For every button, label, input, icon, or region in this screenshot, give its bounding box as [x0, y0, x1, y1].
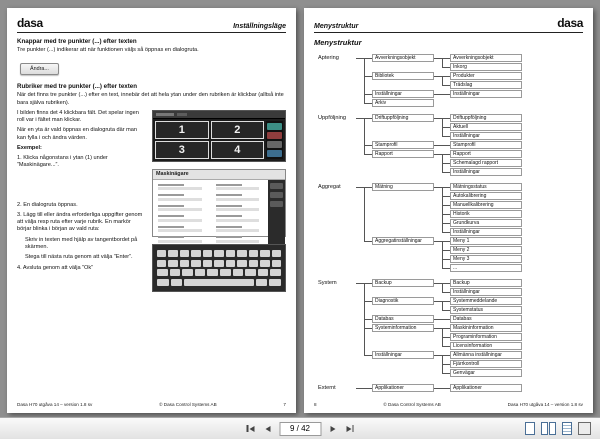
menu-4-sub-0-item-0: Applikationer: [450, 384, 522, 392]
tree-connector: [356, 54, 364, 59]
last-page-button[interactable]: [344, 423, 356, 434]
dasa-logo: dasa: [17, 16, 43, 30]
menu-3-sub-1: Diagnostik: [372, 297, 434, 305]
footer-copyright: © Dasa Control Systems AB: [159, 402, 217, 407]
tree-children: [364, 183, 522, 272]
example-step: Skriv in texten med hjälp av tangentbordet på skärmen.: [25, 236, 138, 250]
menu-2-sub-1: Aggregatinställningar: [372, 237, 434, 245]
tree-row: [442, 132, 522, 140]
previous-page-icon: [265, 426, 270, 432]
menu-2-sub-0-item-0: Mätningsstatus: [450, 183, 522, 191]
tree-row: [442, 81, 522, 89]
menu-3-sub-1-item-0: Systemmeddelande: [450, 297, 522, 305]
first-page-icon: [247, 425, 249, 432]
tree-children: [442, 141, 522, 149]
menu-2-sub-0-item-2: Manuellkalibrering: [450, 201, 522, 209]
tree-row: [442, 255, 522, 263]
keyboard-key: [170, 269, 181, 276]
last-page-icon: [352, 425, 354, 432]
menu-1-sub-2: Rapport: [372, 150, 434, 158]
figure-sidebar: [268, 180, 285, 247]
tree-connector: [434, 351, 442, 356]
tree-connector: [356, 114, 364, 119]
menu-3-sub-1-item-1: Systemstatus: [450, 306, 522, 314]
menu-3-sub-3: Systeminformation: [372, 324, 434, 332]
tree-row: [442, 183, 522, 191]
sidebar-button: [267, 150, 282, 157]
last-page-icon: [346, 426, 351, 432]
keyboard-row: [157, 269, 281, 276]
page-header-title: Menystruktur: [314, 23, 359, 30]
tree-row: [442, 228, 522, 236]
footer-version: Dasa H70 utgåva 14 – version 1.8 sv: [507, 402, 583, 407]
keyboard-key: [191, 260, 200, 267]
tree-children: [442, 297, 522, 314]
menu-3-sub-3-item-0: Maskininformation: [450, 324, 522, 332]
tree-children: [442, 114, 522, 140]
facing-pages-view-icon[interactable]: [541, 422, 556, 435]
menu-3-sub-4-item-2: Genvägar: [450, 369, 522, 377]
clickable-area-4: 4: [211, 141, 265, 159]
example-step: 2. En dialogruta öppnas.: [17, 201, 78, 208]
footer-page-number: 7: [283, 402, 286, 407]
tree-children: [364, 114, 522, 176]
tree-row: [442, 123, 522, 131]
tree-connector: [434, 141, 442, 146]
menu-3-sub-3-item-1: Programinformation: [450, 333, 522, 341]
menu-0-sub-1-group: [372, 72, 522, 89]
dialog-field-row: [158, 215, 206, 222]
dialog-field-row: [216, 194, 264, 201]
tree-connector: [434, 324, 442, 329]
menu-0: Aptering: [318, 55, 339, 61]
keyboard-key: [256, 279, 268, 286]
menu-0-sub-0: Avverkningsobjekt: [372, 54, 434, 62]
keyboard-key: [249, 250, 258, 257]
tree-row: [364, 150, 522, 176]
dialog-field-row: [216, 226, 264, 233]
figure-clickable-areas: [152, 110, 286, 162]
first-page-button[interactable]: [245, 423, 257, 434]
sidebar-button: [270, 192, 283, 198]
tree-row: [442, 297, 522, 305]
example-step: 4. Avsluta genom att välja ”Ok”: [17, 264, 94, 271]
menu-0-group: [316, 54, 583, 107]
tree-row: [442, 159, 522, 167]
keyboard-key: [260, 250, 269, 257]
tree-children: [442, 384, 522, 392]
keyboard-key: [220, 269, 231, 276]
tree-connector: [434, 237, 442, 242]
tree-row: [442, 63, 522, 71]
sidebar-button: [267, 141, 282, 148]
example-step: 1. Klicka någonstans i ytan (1) under ”Maskinägare...”.: [17, 155, 108, 169]
tree-children: [442, 54, 522, 71]
page-body: [17, 38, 286, 292]
dialog-field-row: [158, 205, 206, 212]
tree-row: [442, 168, 522, 176]
keyboard-key: [157, 260, 166, 267]
menu-4: Externt: [318, 385, 336, 391]
section-heading: Knappar med tre punkter (...) efter texten: [17, 38, 137, 45]
dialog-field-row: [158, 194, 206, 201]
menu-2-sub-1-item-2: Meny 3: [450, 255, 522, 263]
page-footer: [314, 402, 583, 407]
space-key: [184, 279, 254, 286]
tree-row: [364, 297, 522, 314]
sidebar-button: [267, 123, 282, 130]
tree-row: [364, 384, 522, 392]
footer-version: Dasa H70 utgåva 14 – version 1.8 sv: [17, 402, 93, 407]
keyboard-key: [157, 250, 166, 257]
menu-1-sub-2-item-2: Inställningar: [450, 168, 522, 176]
tree-children: [442, 279, 522, 296]
menu-3-sub-3-item-2: Licensinformation: [450, 342, 522, 350]
keyboard-key: [203, 260, 212, 267]
tree-row: [442, 192, 522, 200]
keyboard-key: [168, 250, 177, 257]
tree-children: [442, 90, 522, 98]
menu-1-sub-2-item-1: Schemalagd rapport: [450, 159, 522, 167]
menu-4-sub-0: Applikationer: [372, 384, 434, 392]
tree-connector: [356, 279, 364, 284]
keyboard-key: [191, 250, 200, 257]
menu-1: Uppföljning: [318, 115, 346, 121]
tree-row: [364, 324, 522, 350]
dialog-columns: [153, 180, 268, 247]
tree-row: [442, 315, 522, 323]
clickable-area-2: 2: [211, 121, 265, 139]
view-mode-controls: [525, 422, 591, 435]
figure-titlebar: [153, 111, 285, 119]
tree-connector: [434, 183, 442, 188]
keyboard-key: [237, 250, 246, 257]
tree-row: [364, 279, 522, 296]
page-header-title: Inställningsläge: [233, 23, 286, 30]
tree-connector: [434, 150, 442, 155]
page-footer: [17, 402, 286, 407]
menu-2-sub-0-item-4: Grundkurva: [450, 219, 522, 227]
menu-structure-heading: Menystruktur: [314, 38, 362, 47]
tree-row: [364, 315, 522, 323]
keyboard-row: [157, 279, 281, 286]
fullscreen-icon[interactable]: [578, 422, 591, 435]
keyboard-key: [157, 279, 169, 286]
menu-0-sub-1-item-0: Produkter: [450, 72, 522, 80]
tree-connector: [434, 297, 442, 302]
keyboard-key: [272, 260, 281, 267]
menu-1-sub-2-group: [372, 150, 522, 176]
keyboard-key: [233, 269, 244, 276]
tree-row: [442, 210, 522, 218]
tree-row: [442, 246, 522, 254]
menu-3-sub-0-item-1: Inställningar: [450, 288, 522, 296]
menu-1-sub-1-group: [372, 141, 522, 149]
menu-2-sub-0-item-5: Inställningar: [450, 228, 522, 236]
menu-3-sub-4-group: [372, 351, 522, 377]
content-columns: [17, 110, 286, 292]
paragraph: När det finns tre punkter (...) efter en text, innebär det att hela ytan under den rubriken är klickbar (alltså inte bara själva rubriken).: [17, 92, 284, 106]
dialog-fields-column: [216, 184, 264, 243]
menu-2: Aggregat: [318, 184, 341, 190]
tree-row: [364, 183, 522, 236]
menu-3-sub-0: Backup: [372, 279, 434, 287]
example-step: 3. Lägg till eller ändra erforderliga uppgifter genom att välja resp ruta efter varje rubrik. En markör börjar blinka i början av vald ruta:: [17, 211, 143, 233]
tree-row: [364, 72, 522, 89]
clickable-area-3: 3: [155, 141, 209, 159]
keyboard-key: [214, 260, 223, 267]
menu-0-sub-2: Inställningar: [372, 90, 434, 98]
menu-1-sub-0-item-1: Aktuell: [450, 123, 522, 131]
page-number-input[interactable]: [279, 422, 321, 436]
dialog-field-row: [216, 236, 264, 243]
header-rule: [17, 32, 286, 33]
menu-3-sub-0-item-0: Backup: [450, 279, 522, 287]
keyboard-key: [180, 250, 189, 257]
menu-0-sub-3-group: [372, 99, 522, 107]
menu-0-sub-0-item-0: Avverkningsobjekt: [450, 54, 522, 62]
tree-children: [442, 315, 522, 323]
dialog-body: [153, 180, 285, 247]
paragraph: I bilden finns det 4 klickbara fält. Det spelar ingen roll var i fältet man klickar.: [17, 109, 139, 124]
menu-0-sub-2-group: [372, 90, 522, 98]
example-ellipsis-button: Ändra...: [20, 63, 59, 75]
keyboard-key: [260, 260, 269, 267]
page-right: [304, 8, 593, 413]
next-page-icon: [330, 426, 335, 432]
tree-connector: [434, 72, 442, 77]
menu-2-sub-1-item-1: Meny 2: [450, 246, 522, 254]
page-left: [7, 8, 296, 413]
tree-row: [442, 90, 522, 98]
viewer-toolbar: [0, 417, 600, 439]
menu-0-sub-0-group: [372, 54, 522, 71]
tree-connector: [434, 90, 442, 95]
tree-connector: [434, 384, 442, 389]
tree-row: [442, 264, 522, 272]
section-heading: Rubriker med tre punkter (...) efter texten: [17, 83, 137, 91]
menu-0-sub-0-item-1: Inkorg: [450, 63, 522, 71]
sidebar-button: [270, 201, 283, 207]
keyboard-key: [258, 269, 269, 276]
text-column: [17, 110, 145, 292]
menu-0-sub-1-item-1: Trädslag: [450, 81, 522, 89]
tree-row: [442, 342, 522, 350]
keyboard-row: [157, 250, 281, 257]
menu-2-sub-1-group: [372, 237, 522, 272]
single-page-view-icon[interactable]: [525, 422, 535, 435]
keyboard-key: [171, 279, 183, 286]
tree-connector: [434, 279, 442, 284]
keyboard-key: [270, 269, 281, 276]
keyboard-key: [249, 260, 258, 267]
menu-3-sub-4-item-0: Allmänna inställningar: [450, 351, 522, 359]
tree-connector: [434, 114, 442, 119]
menu-1-sub-0-group: [372, 114, 522, 140]
tree-row: [364, 99, 522, 107]
tree-connector: [356, 183, 364, 188]
dialog-field-row: [158, 236, 206, 243]
header-rule: [314, 32, 583, 33]
tree-row: [442, 141, 522, 149]
keyboard-key: [180, 260, 189, 267]
tree-children: [442, 351, 522, 377]
keyboard-key: [157, 269, 168, 276]
tree-row: [364, 141, 522, 149]
example-label: Exempel:: [17, 144, 42, 151]
tree-row: [442, 279, 522, 287]
titlebar-text-block: [156, 113, 174, 116]
page-navigation: [245, 422, 356, 436]
menu-1-sub-1: Stamprofil: [372, 141, 434, 149]
menu-1-sub-2-item-0: Rapport: [450, 150, 522, 158]
paragraph: När en yta är vald öppnas en dialogruta där man kan fylla i och ändra värden.: [17, 127, 138, 141]
figure-content: [153, 119, 285, 161]
tree-row: [442, 351, 522, 359]
menu-3-sub-1-group: [372, 297, 522, 314]
dialog-title: Maskinägare: [153, 170, 285, 180]
footer-copyright: © Dasa Control Systems AB: [383, 402, 441, 407]
tree-row: [442, 114, 522, 122]
keyboard-key: [203, 250, 212, 257]
dialog-field-row: [158, 226, 206, 233]
titlebar-text-block: [177, 113, 187, 116]
menu-0-sub-2-item-0: Inställningar: [450, 90, 522, 98]
menu-3-sub-2-group: [372, 315, 522, 323]
tree-row: [364, 114, 522, 140]
menu-2-group: [316, 183, 583, 272]
menu-0-sub-1: Bibliotek: [372, 72, 434, 80]
menu-2-sub-1-item-3: ...: [450, 264, 522, 272]
tree-children: [442, 183, 522, 236]
keyboard-row: [157, 260, 281, 267]
menu-1-sub-1-item-0: Stamprofil: [450, 141, 522, 149]
tree-row: [442, 306, 522, 314]
menu-1-sub-0: Driftuppföljning: [372, 114, 434, 122]
menu-3-sub-0-group: [372, 279, 522, 296]
paragraph: Tre punkter (...) indikerar att när funktionen väljs så öppnas en dialogruta.: [17, 47, 199, 53]
tree-children: [364, 384, 522, 392]
next-page-button[interactable]: [328, 424, 337, 434]
tree-row: [442, 288, 522, 296]
tree-row: [442, 360, 522, 368]
menu-1-sub-0-item-0: Driftuppföljning: [450, 114, 522, 122]
tree-row: [364, 90, 522, 98]
tree-children: [364, 279, 522, 377]
sidebar-button: [270, 183, 283, 189]
menu-1-group: [316, 114, 583, 176]
menu-4-sub-0-group: [372, 384, 522, 392]
tree-children: [442, 72, 522, 89]
previous-page-button[interactable]: [263, 424, 272, 434]
keyboard-key: [237, 260, 246, 267]
menu-3-sub-4-item-1: Fjärrkontroll: [450, 360, 522, 368]
menu-3-group: [316, 279, 583, 377]
keyboard-key: [272, 250, 281, 257]
first-page-icon: [249, 426, 254, 432]
tree-children: [442, 324, 522, 350]
dialog-fields-column: [158, 184, 206, 243]
menu-1-sub-0-item-2: Inställningar: [450, 132, 522, 140]
tree-children: [442, 237, 522, 272]
example-step: Stega till nästa ruta genom att välja ”Enter”.: [25, 254, 133, 261]
menu-4-group: [316, 384, 583, 392]
tree-children: [442, 150, 522, 176]
keyboard-key: [226, 260, 235, 267]
footer-page-number: 8: [314, 402, 317, 407]
figure-keyboard: [152, 244, 286, 292]
page-header: [314, 16, 583, 30]
dialog-field-row: [158, 184, 206, 191]
dasa-logo: dasa: [557, 16, 583, 30]
keyboard-key: [207, 269, 218, 276]
tree-row: [442, 384, 522, 392]
figure-column: [152, 110, 286, 292]
tree-connector: [434, 54, 442, 59]
sidebar-button: [267, 132, 282, 139]
figure-dialog: [152, 169, 286, 237]
dialog-field-row: [216, 215, 264, 222]
tree-connector: [434, 315, 442, 320]
tree-row: [364, 237, 522, 272]
keyboard-key: [226, 250, 235, 257]
tree-row: [442, 324, 522, 332]
menu-2-sub-0-group: [372, 183, 522, 236]
menu-3-sub-3-group: [372, 324, 522, 350]
clickable-area-1: 1: [155, 121, 209, 139]
tree-children: [364, 54, 522, 107]
page-header: [17, 16, 286, 30]
figure-sidebar: [266, 121, 283, 159]
keyboard-key: [195, 269, 206, 276]
tree-row: [364, 54, 522, 71]
tree-row: [442, 72, 522, 80]
menu-3: System: [318, 280, 337, 286]
menu-3-sub-4: Inställningar: [372, 351, 434, 359]
keyboard-key: [182, 269, 193, 276]
menu-2-sub-0-item-3: Historik: [450, 210, 522, 218]
menu-2-sub-0: Mätning: [372, 183, 434, 191]
keyboard-key: [245, 269, 256, 276]
tree-connector: [356, 384, 364, 389]
menu-2-sub-0-item-1: Autokalibrering: [450, 192, 522, 200]
keyboard-key: [269, 279, 281, 286]
tree-row: [442, 54, 522, 62]
tree-row: [364, 351, 522, 377]
tree-row: [442, 219, 522, 227]
tree-row: [442, 333, 522, 341]
dialog-field-row: [216, 205, 264, 212]
menu-0-sub-3: Arkiv: [372, 99, 434, 107]
continuous-view-icon[interactable]: [562, 422, 572, 435]
menu-2-sub-1-item-0: Meny 1: [450, 237, 522, 245]
keyboard-key: [214, 250, 223, 257]
tree-row: [442, 369, 522, 377]
menu-structure-tree: [316, 54, 583, 392]
tree-row: [442, 201, 522, 209]
menu-3-sub-2: Databas: [372, 315, 434, 323]
clickable-area-grid: [155, 121, 264, 159]
keyboard-key: [168, 260, 177, 267]
tree-row: [442, 237, 522, 245]
tree-row: [442, 150, 522, 158]
dialog-field-row: [216, 184, 264, 191]
menu-3-sub-2-item-0: Databas: [450, 315, 522, 323]
